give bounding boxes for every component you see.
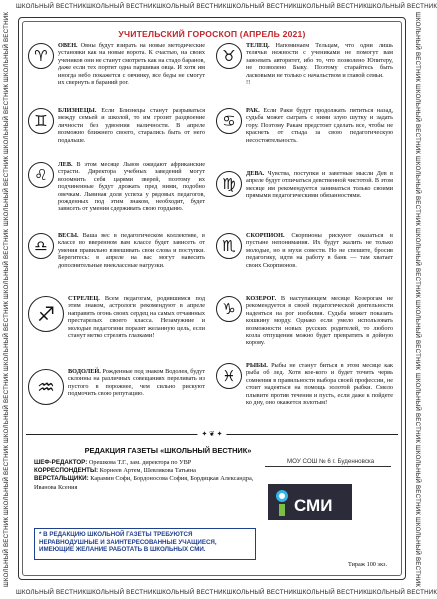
- sign-vesy: [28, 232, 205, 269]
- sign-lev: [28, 161, 205, 213]
- editorial-body: [34, 459, 274, 492]
- sign-text: Скорпионы рискуют оказаться в пустыне непонимания. Их будут жалить не только молодые, но и мухи совести. Но не спешите, бросив педагогику, идти на работу в банк — там хватает своих Скорпионов.: [246, 232, 393, 269]
- chief-editor-line: [34, 459, 274, 467]
- correspondents-value: Корнеев Артем, Шевлякова Татьяна: [98, 467, 196, 475]
- chief-value: Орешкова Т.Г., зам. директора по УВР: [87, 459, 192, 466]
- layout-value: Карамин Софи, Бордоносова София, Бордицкая Александра, Иванова Ксения: [34, 475, 254, 491]
- sign-text: Рожденные под знаком Водолея, будут склонны на различных совещаниях переливать из пустого в порожнее, чем сильно рискуют подмочить свою репутацию.: [68, 368, 206, 398]
- edge-label: ШКОЛЬНЫЙ ВЕСТНИК: [16, 3, 87, 10]
- edge-label: ШКОЛЬНЫЙ ВЕСТНИК: [367, 589, 437, 596]
- edge-label: ШКОЛЬНЫЙ ВЕСТНИК: [3, 444, 10, 515]
- edge-label: ШКОЛЬНЫЙ ВЕСТНИК: [3, 228, 10, 299]
- smi-label: СМИ: [294, 496, 333, 515]
- edge-labels-bottom: [16, 589, 437, 596]
- edge-label: ШКОЛЬНЫЙ ВЕСТНИК: [414, 444, 421, 515]
- taurus-icon: ♉: [216, 43, 242, 69]
- sign-name: ЛЕВ.: [58, 161, 73, 168]
- edge-label: ШКОЛЬНЫЙ ВЕСТНИК: [3, 84, 10, 155]
- edge-label: ШКОЛЬНЫЙ ВЕСТНИК: [367, 3, 437, 10]
- horoscope-grid: [28, 42, 396, 432]
- sign-oven: [28, 42, 205, 86]
- edge-label: ШКОЛЬНЫЙ ВЕСТНИК: [226, 589, 297, 596]
- sign-text: В этом месяце Львов ожидают африканские страсти. Директора учебных заведений могут возомнить себя царями зверей, поэтому их подчиненные будут дрожать пред ними, подобно овечкам. Львиная доля успеха у рядовых педагогов, рожденных под этим знаком, необходит, будет зависеть от умения сдерживать свою гордыню.: [58, 161, 205, 213]
- sign-name: КОЗЕРОГ.: [246, 295, 277, 302]
- leo-icon: ♌: [28, 162, 54, 188]
- edge-label: ШКОЛЬНЫЙ ВЕСТНИК: [414, 156, 421, 227]
- sign-text: Чувства, поступки и заветные мысли Дев в апреле будут отличаться девственной чистотой. В этом месяце им рекомендуется заниматься только своими прямыми педагогическими обязанностями.: [246, 170, 394, 200]
- sign-name: ВОДОЛЕЙ.: [68, 368, 101, 375]
- edge-label: ШКОЛЬНЫЙ ВЕСТНИК: [16, 589, 87, 596]
- sign-strelets: [28, 295, 205, 339]
- sign-extra: !!: [246, 79, 251, 87]
- sign-text: Если Раки будут продолжать пятиться назад, судьба может сыграть с ними злую шутку и задать гору. Поэтому Ракам предстоит сделать все, чтобы не краснеть от стыда за свою педагогическую несостоятельность.: [246, 107, 394, 144]
- sign-name: БЛИЗНЕЦЫ.: [58, 107, 97, 114]
- edge-label: ШКОЛЬНЫЙ ВЕСТНИК: [414, 372, 421, 443]
- sign-skorpion: [216, 232, 393, 269]
- editorial-heading: РЕДАКЦИЯ ГАЗЕТЫ «ШКОЛЬНЫЙ ВЕСТНИК»: [84, 446, 252, 455]
- aries-icon: ♈: [28, 43, 54, 69]
- chief-label: ШЕФ-РЕДАКТОР:: [34, 459, 88, 466]
- libra-icon: ♎: [28, 233, 54, 259]
- sign-text: Ваша вес в педагогическом коллективе, в классе во вверенном вам классе будет зависеть от умения правильно взвешивать свои слова и поступки. Берегитесь: в апреле на вас могут навесить дополнительные внеклассные нагрузки.: [58, 232, 205, 269]
- edge-labels-top: [16, 3, 437, 10]
- sign-kozerog: [216, 295, 393, 347]
- circulation: Тираж 100 экз.: [348, 561, 387, 568]
- sign-text: Всем педагогам, родившимся под этим знаком, астрологи рекомендуют в апреле направить огонь своих сердец на самых отчаянных престарелых своего класса. Незамужние и молодые педагогини поразят желанную цель, если станут метко стрелять глазками!: [68, 295, 205, 340]
- edge-label: ШКОЛЬНЫЙ ВЕСТНИК: [414, 300, 421, 371]
- pisces-icon: ♓: [216, 363, 242, 389]
- recruitment-notice: * В РЕДАКЦИЮ ШКОЛЬНОЙ ГАЗЕТЫ ТРЕБУЮТСЯ НЕРАВНОДУШНЫЕ И ЗАИНТЕРЕСОВАННЫЕ УЧАЩИЕСЯ, ИМЕЮЩИЕ ЖЕЛАНИЕ РАБОТАТЬ В ШКОЛЬНЫХ СМИ.: [34, 528, 256, 560]
- divider-ornament-icon: ✦ ❦ ✦: [197, 430, 226, 439]
- sign-name: РАК.: [246, 107, 260, 114]
- sign-name: ВЕСЫ.: [58, 232, 79, 239]
- edge-label: ШКОЛЬНЫЙ ВЕСТНИК: [156, 589, 227, 596]
- section-divider: [26, 430, 398, 438]
- smi-logo-icon: [268, 480, 352, 522]
- page-title: УЧИТЕЛЬСКИЙ ГОРОСКОП (АПРЕЛЬ 2021): [118, 29, 306, 39]
- sign-text: Если Близнецы станут разрываться между семьей и школой, то им грозит раздвоение личности без удвоения наличности. В апреле возможно ближнего своего, старались быть от него подальше.: [58, 107, 205, 144]
- sign-deva: [216, 170, 393, 200]
- layout-label: ВЕРСТАЛЬЩИКИ:: [34, 475, 89, 483]
- layout-line: [34, 475, 274, 491]
- sign-rak: [216, 107, 393, 144]
- edge-labels-right: [413, 12, 421, 587]
- school-name: МОУ СОШ № 6 г. Буденновска: [265, 458, 391, 467]
- virgo-icon: ♍: [216, 171, 242, 197]
- sign-name: СТРЕЛЕЦ.: [68, 295, 100, 302]
- edge-label: ШКОЛЬНЫЙ ВЕСТНИК: [226, 3, 297, 10]
- sign-name: СКОРПИОН.: [246, 232, 285, 239]
- sign-name: ТЕЛЕЦ.: [246, 42, 270, 49]
- edge-label: ШКОЛЬНЫЙ ВЕСТНИК: [156, 3, 227, 10]
- edge-label: ШКОЛЬНЫЙ ВЕСТНИК: [86, 589, 157, 596]
- sign-name: РЫБЫ.: [246, 362, 268, 369]
- scorpio-icon: ♏: [216, 233, 242, 259]
- sign-name: ДЕВА.: [246, 170, 265, 177]
- capricorn-icon: ♑: [216, 296, 242, 322]
- sign-bliznetsy: [28, 107, 205, 144]
- sagittarius-icon: ♐: [28, 296, 64, 332]
- cancer-icon: ♋: [216, 108, 242, 134]
- edge-label: ШКОЛЬНЫЙ ВЕСТНИК: [86, 3, 157, 10]
- edge-label: ШКОЛЬНЫЙ ВЕСТНИК: [296, 589, 368, 596]
- edge-label: ШКОЛЬНЫЙ ВЕСТНИК: [414, 228, 421, 299]
- sign-text: Овны будут взирать на новые методические установки как на новые ворота. К счастью, на своих учеников они не станут смотреть как на стадо баранов, даже если тех портит одна паршивая овца. И хотя им иногда небо покажется с овчинку, все беды не смогут их свернуть в бараний рог.: [58, 42, 206, 87]
- edge-label: ШКОЛЬНЫЙ ВЕСТНИК: [3, 516, 10, 587]
- sign-text: В наступающем месяце Козерогам не рекомендуется в своей педагогической деятельности надеяться на рог изобилия. Судьба может показать кошкину морду. Однако если умело использовать возможности новых русских родителей, то любого козла отпущения можно будет превратить в дойную корову.: [246, 295, 393, 347]
- sign-text: Напоминаем Тельцам, что одни лишь телячьи нежности с учениками не помогут вам завоевать авторитет, ибо то, что позволено Юпитеру, не позволено Быку. Поэтому старайтесь быть ласковыми не только с начальством и главой семьи.: [246, 42, 393, 79]
- sign-name: ОВЕН.: [58, 42, 78, 49]
- edge-label: ШКОЛЬНЫЙ ВЕСТНИК: [3, 372, 10, 443]
- sign-ryby: [216, 362, 393, 406]
- aquarius-icon: ♒: [28, 369, 64, 405]
- sign-vodoley: [28, 368, 205, 405]
- gemini-icon: ♊: [28, 108, 54, 134]
- school-media-logo: [265, 458, 391, 568]
- edge-label: ШКОЛЬНЫЙ ВЕСТНИК: [414, 516, 421, 587]
- edge-label: ШКОЛЬНЫЙ ВЕСТНИК: [414, 12, 421, 83]
- edge-label: ШКОЛЬНЫЙ ВЕСТНИК: [3, 300, 10, 371]
- correspondents-line: [34, 467, 274, 475]
- edge-label: ШКОЛЬНЫЙ ВЕСТНИК: [296, 3, 368, 10]
- edge-labels-left: [3, 12, 11, 587]
- edge-label: ШКОЛЬНЫЙ ВЕСТНИК: [3, 156, 10, 227]
- correspondents-label: КОРРЕСПОНДЕНТЫ:: [34, 467, 99, 475]
- edge-label: ШКОЛЬНЫЙ ВЕСТНИК: [3, 12, 10, 83]
- sign-text: Рыбы не станут биться в этом месяце как рыба об лед. Хотя кое-кого и будет точить червь сомнения в правильности выбора своей профессии, не стоит надеяться на помощь золотой рыбки. Смело плывите против течения и пусть, если даже к пойдете ко дну, оно окажется золотым!: [246, 362, 394, 407]
- sign-telets: [216, 42, 393, 86]
- edge-label: ШКОЛЬНЫЙ ВЕСТНИК: [414, 84, 421, 155]
